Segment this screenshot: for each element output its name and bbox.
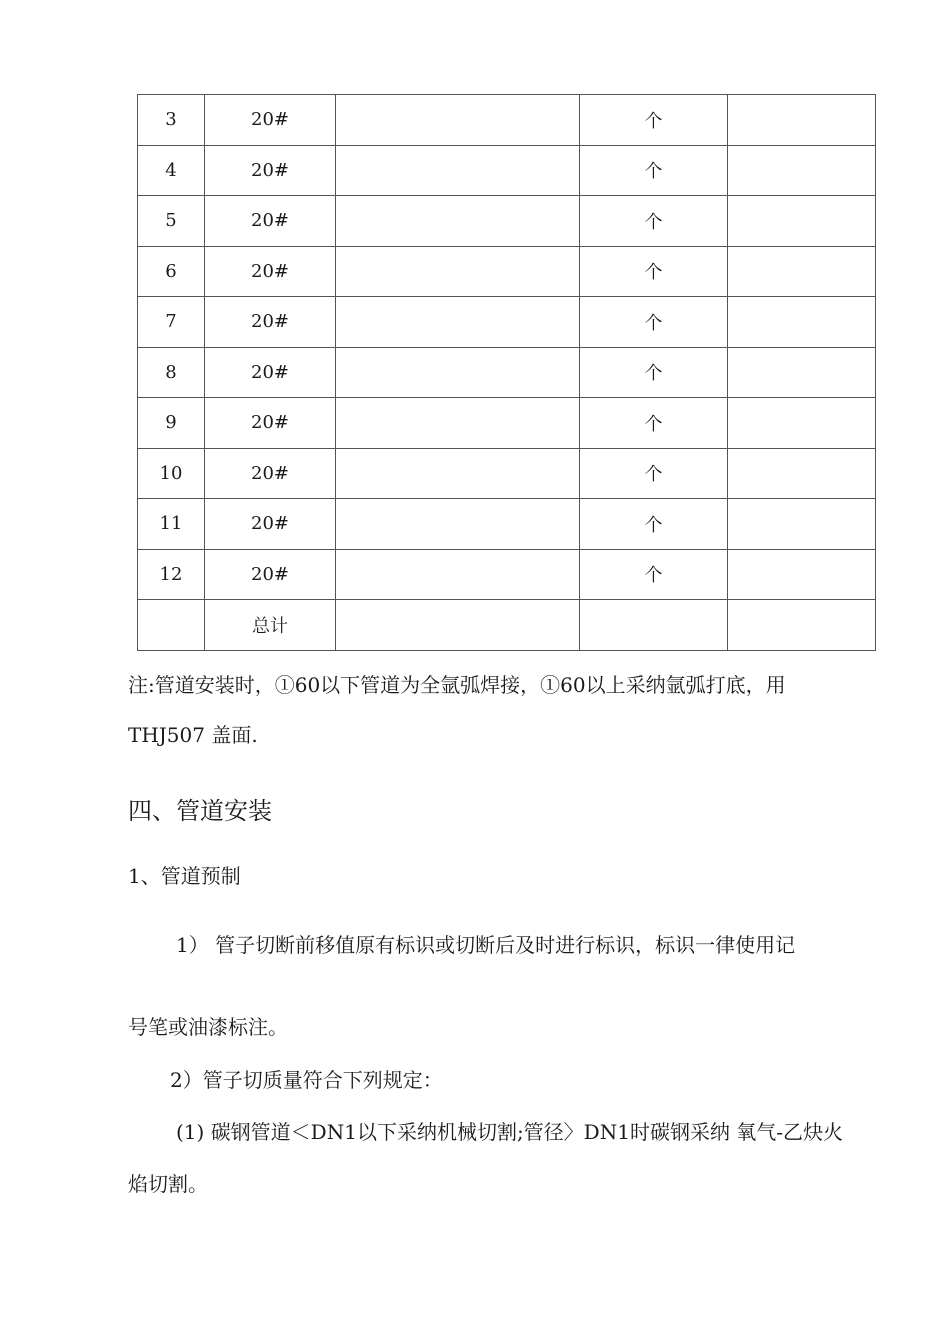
- table-row: [138, 448, 876, 499]
- material-cell: 20#: [205, 297, 336, 348]
- spec-cell: [336, 549, 580, 600]
- material-cell: 20#: [205, 499, 336, 550]
- table-row: [138, 398, 876, 449]
- paragraph-3-line-1: (1) 碳钢管道＜DN1以下采纳机械切割;管径〉DN1时碳钢采纳 氧气-乙炔火: [176, 1120, 844, 1144]
- material-cell: 20#: [205, 549, 336, 600]
- material-cell: 20#: [205, 246, 336, 297]
- total-empty-cell: [728, 600, 876, 651]
- subsection-title: 1、管道预制: [128, 864, 241, 888]
- material-cell: 20#: [205, 95, 336, 146]
- unit-cell: 个: [580, 499, 728, 550]
- quantity-cell: [728, 448, 876, 499]
- quantity-cell: [728, 398, 876, 449]
- spec-cell: [336, 499, 580, 550]
- material-cell: 20#: [205, 398, 336, 449]
- total-empty-cell: [580, 600, 728, 651]
- total-label: 总计: [205, 600, 336, 651]
- unit-cell: 个: [580, 145, 728, 196]
- unit-cell: 个: [580, 549, 728, 600]
- paragraph-2: 2）管子切质量符合下列规定：: [170, 1068, 443, 1092]
- row-number-cell: 5: [138, 196, 205, 247]
- table-row: [138, 246, 876, 297]
- row-number-cell: 11: [138, 499, 205, 550]
- unit-cell: 个: [580, 398, 728, 449]
- quantity-cell: [728, 145, 876, 196]
- material-cell: 20#: [205, 196, 336, 247]
- table-row: [138, 297, 876, 348]
- spec-cell: [336, 145, 580, 196]
- row-number-cell: 8: [138, 347, 205, 398]
- spec-cell: [336, 297, 580, 348]
- note-line-1: 注:管道安装时，①60以下管道为全氩弧焊接，①60以上采纳氩弧打底，用: [128, 673, 786, 697]
- table-row: [138, 499, 876, 550]
- materials-table: [137, 94, 876, 651]
- table-row: [138, 95, 876, 146]
- unit-cell: 个: [580, 347, 728, 398]
- table-row: [138, 196, 876, 247]
- quantity-cell: [728, 196, 876, 247]
- row-number-cell: 7: [138, 297, 205, 348]
- row-number-cell: 4: [138, 145, 205, 196]
- unit-cell: 个: [580, 196, 728, 247]
- total-empty-cell: [138, 600, 205, 651]
- material-cell: 20#: [205, 448, 336, 499]
- table-total-row: [138, 600, 876, 651]
- table-row: [138, 347, 876, 398]
- quantity-cell: [728, 95, 876, 146]
- unit-cell: 个: [580, 95, 728, 146]
- material-cell: 20#: [205, 347, 336, 398]
- spec-cell: [336, 347, 580, 398]
- spec-cell: [336, 196, 580, 247]
- quantity-cell: [728, 246, 876, 297]
- total-empty-cell: [336, 600, 580, 651]
- spec-cell: [336, 246, 580, 297]
- quantity-cell: [728, 347, 876, 398]
- spec-cell: [336, 398, 580, 449]
- material-cell: 20#: [205, 145, 336, 196]
- quantity-cell: [728, 499, 876, 550]
- row-number-cell: 6: [138, 246, 205, 297]
- quantity-cell: [728, 549, 876, 600]
- paragraph-3-line-2: 焰切割。: [128, 1172, 208, 1196]
- row-number-cell: 9: [138, 398, 205, 449]
- unit-cell: 个: [580, 448, 728, 499]
- row-number-cell: 10: [138, 448, 205, 499]
- row-number-cell: 12: [138, 549, 205, 600]
- unit-cell: 个: [580, 246, 728, 297]
- section-heading: 四、管道安装: [128, 797, 272, 825]
- paragraph-1-line-1: 1） 管子切断前移值原有标识或切断后及时进行标识，标识一律使用记: [176, 933, 796, 957]
- note-line-2: THJ507 盖面.: [128, 723, 258, 747]
- unit-cell: 个: [580, 297, 728, 348]
- spec-cell: [336, 448, 580, 499]
- table-row: [138, 145, 876, 196]
- table-row: [138, 549, 876, 600]
- spec-cell: [336, 95, 580, 146]
- row-number-cell: 3: [138, 95, 205, 146]
- quantity-cell: [728, 297, 876, 348]
- paragraph-1-line-2: 号笔或油漆标注。: [128, 1015, 288, 1039]
